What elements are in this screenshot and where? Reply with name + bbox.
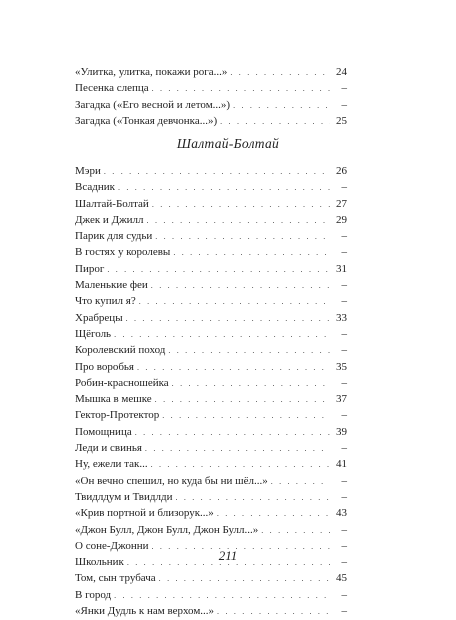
dot-leader — [151, 457, 330, 473]
toc-entry — [75, 522, 347, 538]
toc-entry-title: Мэри — [75, 165, 101, 177]
toc-entry — [75, 310, 347, 326]
toc-entry-page: – — [341, 442, 347, 455]
dot-leader — [168, 343, 330, 359]
dot-leader — [139, 294, 330, 310]
dot-leader — [172, 376, 330, 392]
toc-entry — [75, 587, 347, 603]
dot-leader — [217, 506, 330, 522]
dot-leader — [155, 392, 330, 408]
toc-entry-page: – — [341, 279, 347, 292]
dot-leader — [173, 245, 330, 261]
toc-entry-page: 24 — [336, 66, 347, 78]
dot-leader — [159, 571, 330, 587]
toc-entry-page: – — [341, 98, 347, 111]
toc-top-block — [75, 64, 347, 129]
dot-leader — [152, 81, 330, 97]
toc-entry — [75, 440, 347, 456]
toc-entry-title: Робин-красношейка — [75, 376, 169, 389]
toc-entry-title: Песенка слепца — [75, 82, 149, 95]
toc-entry-page: – — [341, 181, 347, 194]
toc-entry-page: – — [341, 327, 347, 340]
toc-entry — [75, 570, 347, 586]
toc-entry-page: – — [341, 230, 347, 243]
toc-entry-page: – — [341, 295, 347, 308]
toc-entry-page: – — [341, 376, 347, 389]
toc-entry — [75, 603, 347, 619]
toc-entry-title: Ну, ежели так... — [75, 458, 148, 471]
toc-entry-title: Загадка («Тонкая девчонка...») — [75, 114, 218, 127]
toc-entry-page: 33 — [336, 311, 347, 324]
toc-entry-page: – — [341, 556, 347, 569]
toc-entry — [75, 489, 347, 505]
dot-leader — [155, 229, 330, 245]
toc-entry — [75, 228, 347, 244]
toc-entry-title: «Янки Дудль к нам верхом...» — [75, 605, 215, 618]
page-number: 211 — [218, 548, 238, 563]
dot-leader — [230, 65, 330, 81]
toc-entry-page: 35 — [336, 360, 347, 373]
toc-entry — [75, 261, 347, 277]
section-title: Шалтай-Болтай — [176, 136, 280, 151]
toc-entry-page: – — [341, 246, 347, 259]
toc-entry-title: Про воробья — [75, 360, 134, 373]
toc-entry-title: Маленькие феи — [75, 279, 148, 292]
toc-entry-title: «Улитка, улитка, покажи рога...» — [75, 66, 228, 78]
toc-entry-page: – — [341, 409, 347, 422]
dot-leader — [114, 327, 330, 343]
toc-entry-title: Что купил я? — [75, 295, 136, 308]
toc-entry — [75, 293, 347, 309]
toc-entry-title: Мышка в мешке — [75, 393, 152, 406]
toc-entry-title: Том, сын трубача — [75, 572, 156, 585]
dot-leader — [145, 441, 330, 457]
toc-entry-title: Загадка («Его весной и летом...») — [75, 98, 231, 111]
toc-entry — [75, 113, 347, 129]
toc-entry-title: Храбрецы — [75, 311, 123, 324]
toc-entry-title: «Джон Булл, Джон Булл, Джон Булл...» — [75, 523, 259, 536]
toc-entry — [75, 342, 347, 358]
toc-entry-page: – — [341, 588, 347, 601]
dot-leader — [233, 98, 330, 114]
toc-entry-title: Всадник — [75, 181, 115, 194]
toc-entry-title: В гостях у королевы — [75, 246, 171, 259]
toc-entry-page: 27 — [336, 197, 347, 210]
toc-entry-title: Пирог — [75, 262, 105, 275]
toc-entry-page: – — [341, 490, 347, 503]
toc-entry-title: Королевский поход — [75, 344, 166, 357]
toc-entry-page: 43 — [336, 507, 347, 520]
dot-leader — [114, 588, 330, 604]
toc-entry-title: Щёголь — [75, 327, 112, 340]
toc-entry — [75, 196, 347, 212]
toc-entry-page: – — [341, 82, 347, 95]
toc-entry — [75, 473, 347, 489]
toc-entry — [75, 277, 347, 293]
toc-entry — [75, 163, 347, 179]
dot-leader — [147, 213, 330, 229]
dot-leader — [104, 164, 330, 180]
toc-entry — [75, 80, 347, 96]
toc-entry-page: – — [341, 474, 347, 487]
toc-entry-title: О соне-Джонни — [75, 539, 149, 552]
toc-entry-page: 29 — [336, 213, 347, 226]
dot-leader — [217, 604, 330, 620]
toc-entry-page: – — [341, 344, 347, 357]
dot-leader — [137, 360, 330, 376]
toc-entry-page: 26 — [336, 165, 347, 177]
dot-leader — [152, 197, 330, 213]
toc-entry-page: 37 — [336, 393, 347, 406]
toc-entry-page: – — [341, 605, 347, 618]
toc-entry — [75, 407, 347, 423]
dot-leader — [261, 523, 330, 539]
dot-leader — [126, 311, 330, 327]
toc-entry-page: – — [341, 523, 347, 536]
toc-entry-title: Леди и свинья — [75, 442, 142, 455]
toc-entry-title: Шалтай-Болтай — [75, 197, 149, 210]
dot-leader — [151, 278, 330, 294]
toc-entry-title: «Он вечно спешил, но куда бы ни шёл...» — [75, 474, 268, 487]
toc-entry — [75, 391, 347, 407]
toc-entry-title: Парик для судьи — [75, 230, 153, 243]
toc-entry-page: 25 — [336, 114, 347, 127]
dot-leader — [220, 114, 330, 130]
toc-entry-title: Джек и Джилл — [75, 213, 144, 226]
dot-leader — [175, 490, 330, 506]
toc-entry — [75, 359, 347, 375]
toc-entry — [75, 326, 347, 342]
toc-entry-title: «Крив портной и близорук...» — [75, 507, 214, 520]
dot-leader — [118, 180, 330, 196]
toc-entry — [75, 212, 347, 228]
toc-entry — [75, 424, 347, 440]
toc-entry-page: 31 — [336, 262, 347, 275]
toc-entry-page: – — [341, 539, 347, 552]
toc-entry-title: В город — [75, 588, 112, 601]
toc-entry-page: 45 — [336, 572, 347, 585]
toc-entry-page: 41 — [336, 458, 347, 471]
toc-entry — [75, 505, 347, 521]
dot-leader — [135, 425, 330, 441]
toc-entry — [75, 375, 347, 391]
toc-entry-title: Школьник — [75, 556, 124, 569]
toc-entry — [75, 456, 347, 472]
toc-entry — [75, 244, 347, 260]
dot-leader — [271, 474, 330, 490]
toc-entry-page: 39 — [336, 425, 347, 438]
toc-entry-title: Помощница — [75, 425, 132, 438]
toc-entry — [75, 97, 347, 113]
dot-leader — [162, 408, 330, 424]
toc-entry — [75, 179, 347, 195]
toc-entry — [75, 64, 347, 80]
toc-entry-title: Гектор-Протектор — [75, 409, 160, 422]
dot-leader — [107, 262, 330, 278]
toc-entry-title: Твидлдум и Твидлди — [75, 490, 173, 503]
